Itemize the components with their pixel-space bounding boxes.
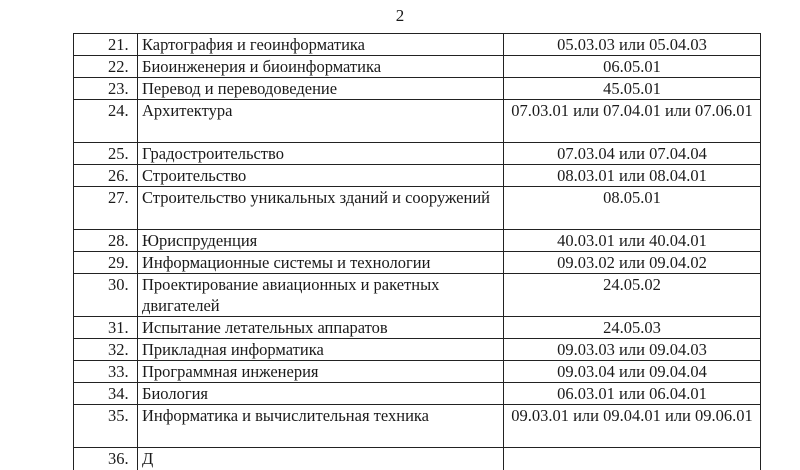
specialty-name: Перевод и переводоведение (138, 78, 504, 100)
specialty-name: Биоинженерия и биоинформатика (138, 56, 504, 78)
table-row (74, 339, 761, 361)
row-number: 28. (74, 230, 138, 252)
specialty-name: Градостроительство (138, 143, 504, 165)
specialty-code: 08.03.01 или 08.04.01 (504, 165, 761, 187)
table-row (74, 448, 761, 470)
specialty-code: 09.03.03 или 09.04.03 (504, 339, 761, 361)
table-row (74, 56, 761, 78)
specialty-code: 06.05.01 (504, 56, 761, 78)
row-number: 36. (108, 448, 133, 456)
row-number: 30. (74, 274, 138, 317)
specialty-code: 09.03.04 или 09.04.04 (504, 361, 761, 383)
row-number: 32. (74, 339, 138, 361)
specialty-code: 07.03.04 или 07.04.04 (504, 143, 761, 165)
specialty-code: 06.03.01 или 06.04.01 (504, 383, 761, 405)
row-number: 31. (74, 317, 138, 339)
table-row (74, 405, 761, 448)
row-number: 26. (74, 165, 138, 187)
row-number: 22. (74, 56, 138, 78)
specialty-code: 45.05.01 (504, 78, 761, 100)
row-number: 27. (74, 187, 138, 230)
table-row (74, 252, 761, 274)
table-row (74, 100, 761, 143)
row-number: 23. (74, 78, 138, 100)
specialty-name: Испытание летательных аппаратов (138, 317, 504, 339)
table-row (74, 143, 761, 165)
specialty-code: 05.03.03 или 05.04.03 (504, 34, 761, 56)
row-number: 35. (74, 405, 138, 448)
specialty-name: Информационные системы и технологии (138, 252, 504, 274)
table-row (74, 165, 761, 187)
row-number: 29. (74, 252, 138, 274)
specialty-name: Картография и геоинформатика (138, 34, 504, 56)
table-row (74, 78, 761, 100)
row-number: 33. (74, 361, 138, 383)
table-row (74, 361, 761, 383)
specialty-name: Строительство уникальных зданий и сооружений (138, 187, 504, 230)
specialty-name: Архитектура (138, 100, 504, 143)
specialty-code: 09.03.02 или 09.04.02 (504, 252, 761, 274)
table-row (74, 34, 761, 56)
specialty-code (510, 448, 754, 456)
page-number: 2 (0, 6, 800, 26)
specialty-code: 24.05.02 (504, 274, 761, 317)
row-number: 21. (74, 34, 138, 56)
specialty-name: Проектирование авиационных и ракетных двигателей (138, 274, 504, 317)
table-row (74, 230, 761, 252)
specialty-name: Строительство (138, 165, 504, 187)
table-row (74, 383, 761, 405)
specialty-code: 40.03.01 или 40.04.01 (504, 230, 761, 252)
table-row (74, 187, 761, 230)
specialty-code: 07.03.01 или 07.04.01 или 07.06.01 (504, 100, 761, 143)
specialty-name: Юриспруденция (138, 230, 504, 252)
row-number: 25. (74, 143, 138, 165)
specialty-name: Д (142, 448, 499, 456)
specialty-name: Информатика и вычислительная техника (138, 405, 504, 448)
row-number: 34. (74, 383, 138, 405)
table-row (74, 317, 761, 339)
specialty-name: Биология (138, 383, 504, 405)
specialty-name: Прикладная информатика (138, 339, 504, 361)
specialty-code: 09.03.01 или 09.04.01 или 09.06.01 (504, 405, 761, 448)
specialty-name: Программная инженерия (138, 361, 504, 383)
specialty-code: 24.05.03 (504, 317, 761, 339)
specialty-code: 08.05.01 (504, 187, 761, 230)
specialties-table (73, 33, 761, 470)
table-row (74, 274, 761, 317)
row-number: 24. (74, 100, 138, 143)
